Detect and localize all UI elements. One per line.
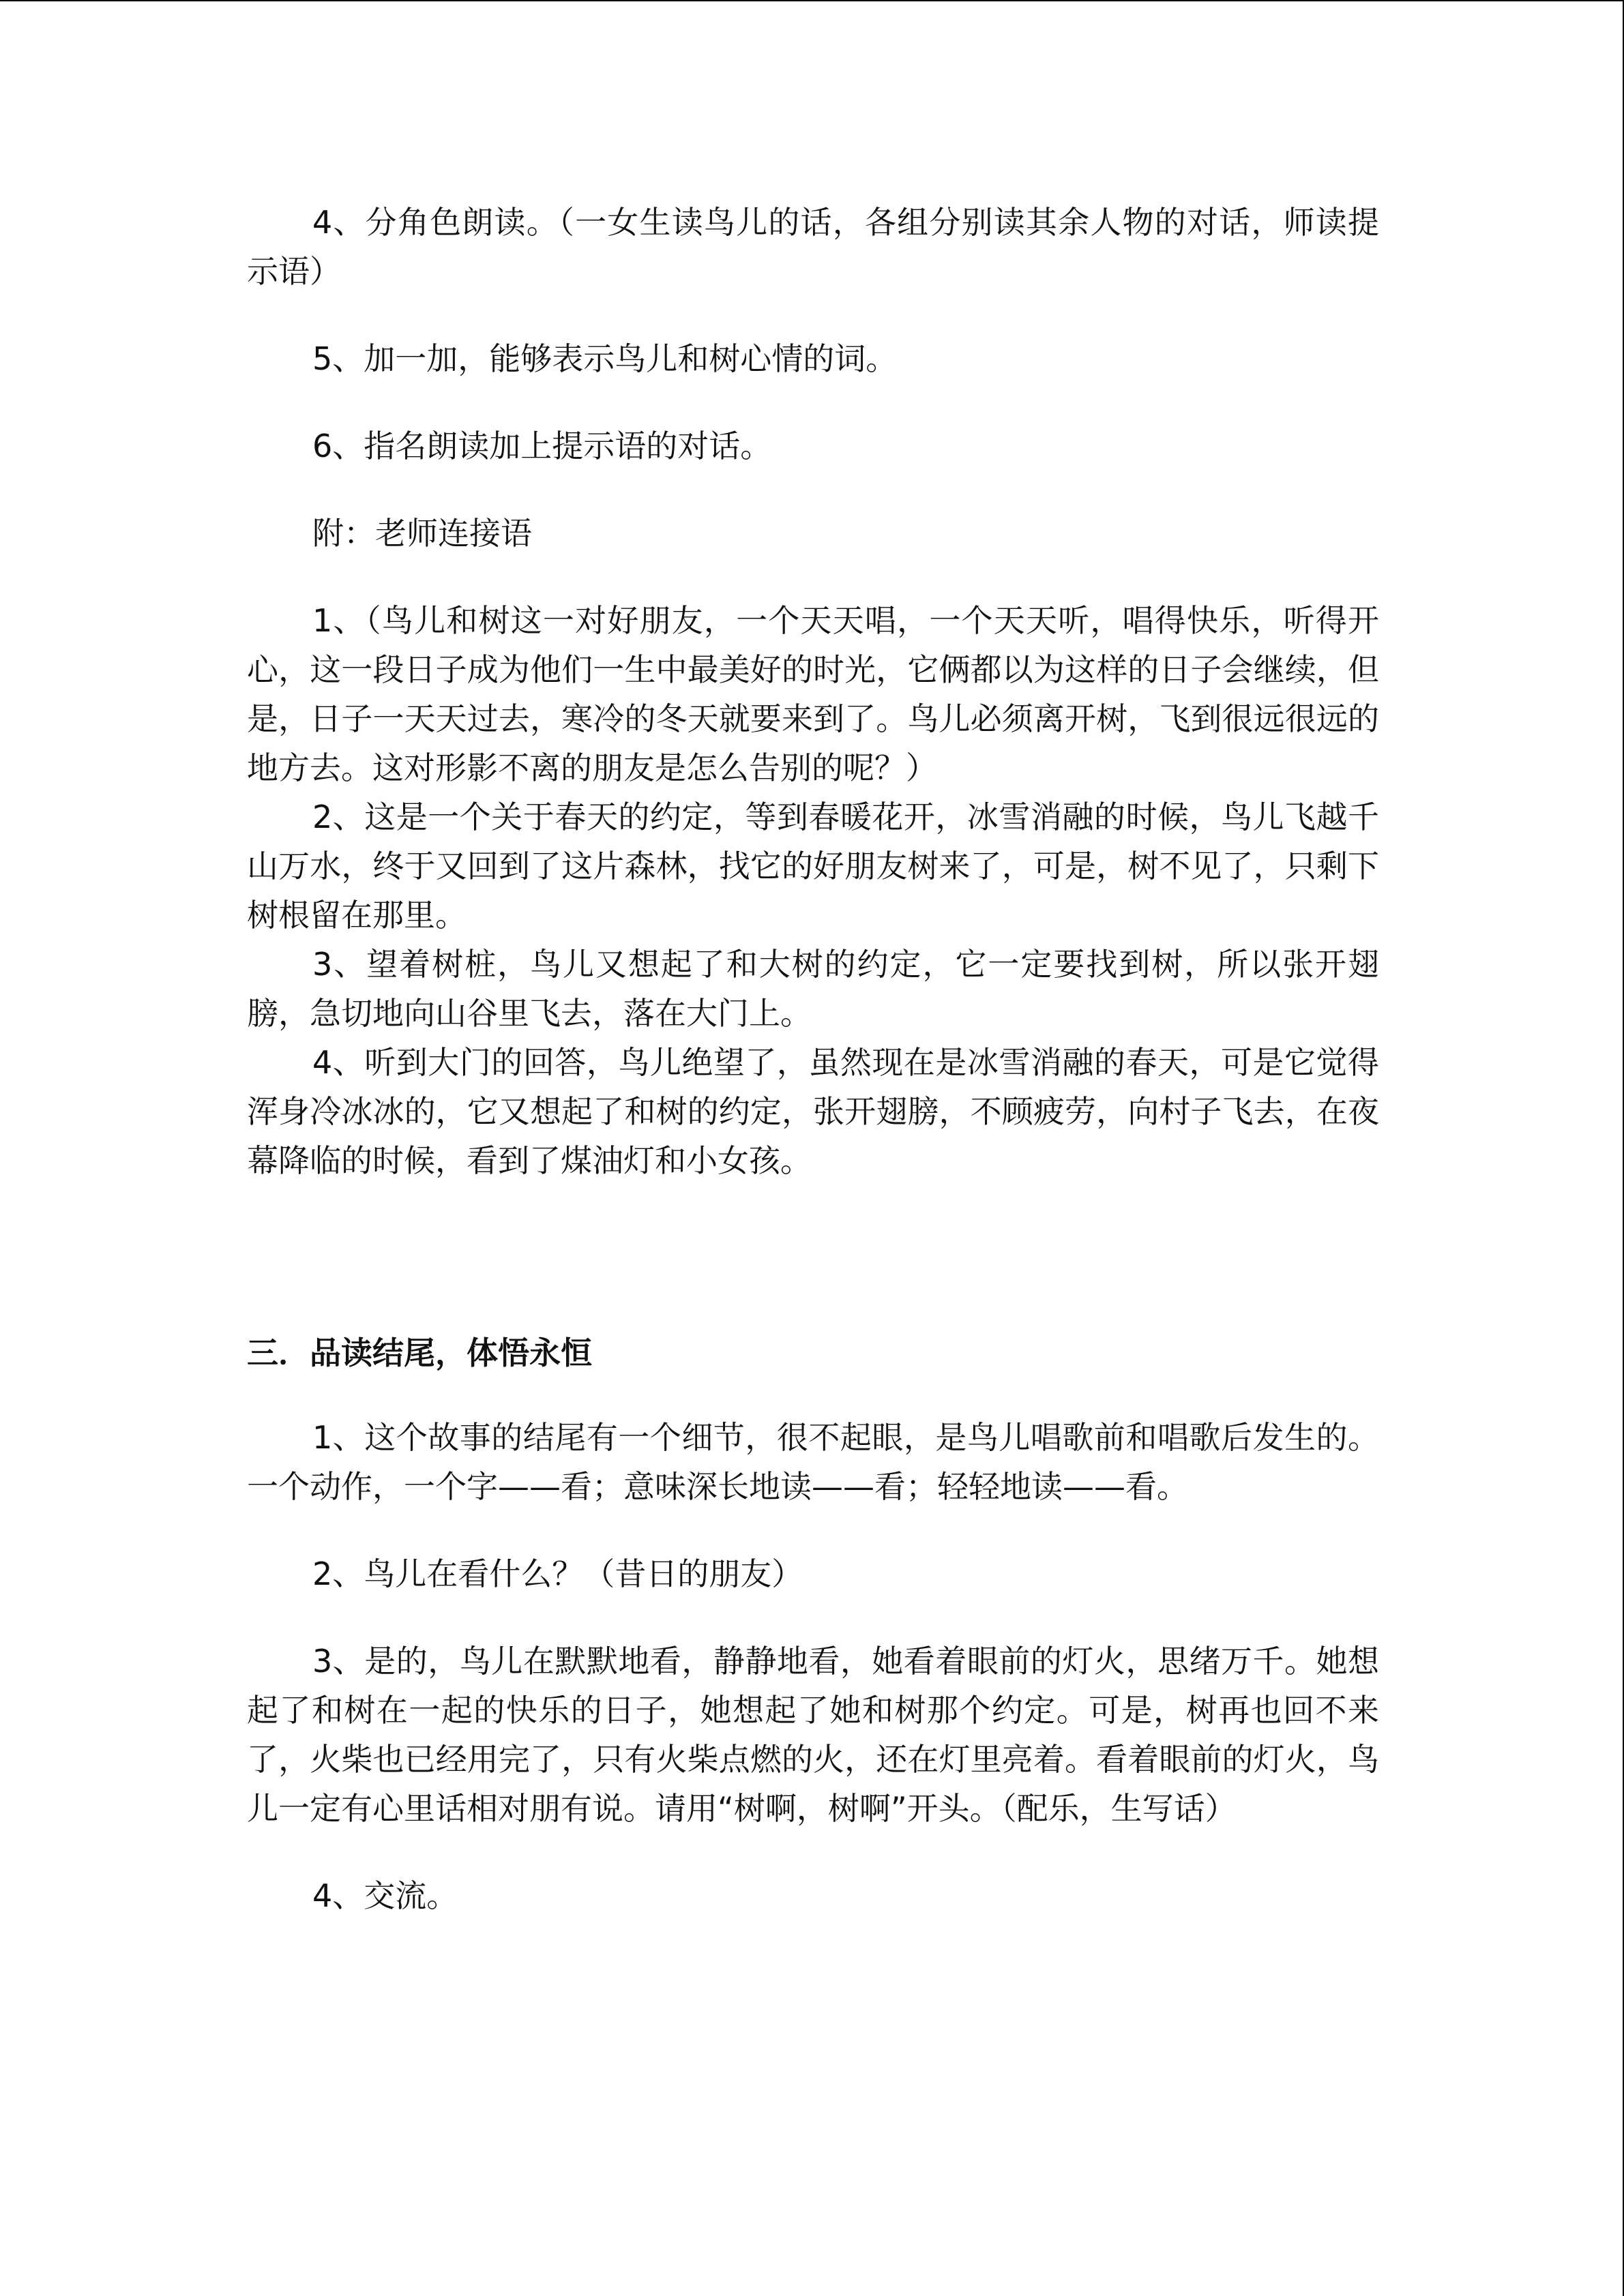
document-body [247, 198, 1379, 1920]
paragraph-role-reading: 4、分角色朗读。（一女生读鸟儿的话，各组分别读其余人物的对话，师读提示语） [247, 204, 1379, 290]
section-item-4: 4、交流。 [312, 1877, 458, 1914]
connecting-line-2: 2、这是一个关于春天的约定，等到春暖花开，冰雪消融的时候，鸟儿飞越千山万水，终于又回到了这片森林，找它的好朋友树来了，可是，树不见了，只剩下树根留在那里。 [247, 799, 1379, 934]
section-item-1: 1、这个故事的结尾有一个细节，很不起眼，是鸟儿唱歌前和唱歌后发生的。一个动作，一个字——看；意味深长地读——看；轻轻地读——看。 [247, 1419, 1379, 1505]
connecting-line-3: 3、望着树桩，鸟儿又想起了和大树的约定，它一定要找到树，所以张开翅膀，急切地向山谷里飞去，落在大门上。 [247, 946, 1379, 1032]
section-item-3: 3、是的，鸟儿在默默地看，静静地看，她看着眼前的灯火，思绪万千。她想起了和树在一起的快乐的日子，她想起了她和树那个约定。可是，树再也回不来了，火柴也已经用完了，只有火柴点燃的火，还在灯里亮着。看着眼前的灯火，鸟儿一定有心里话相对朋有说。请用“树啊，树啊”开头。（配乐，生写话） [247, 1643, 1379, 1827]
connecting-line-1: 1、（鸟儿和树这一对好朋友，一个天天唱，一个天天听，唱得快乐，听得开心，这一段日子成为他们一生中最美好的时光，它俩都以为这样的日子会继续，但是，日子一天天过去，寒冷的冬天就要来到了。鸟儿必须离开树，飞到很远很远的地方去。这对形影不离的朋友是怎么告别的呢？） [247, 602, 1379, 786]
connecting-line-4: 4、听到大门的回答，鸟儿绝望了，虽然现在是冰雪消融的春天，可是它觉得浑身冷冰冰的，它又想起了和树的约定，张开翅膀，不顾疲劳，向村子飞去，在夜幕降临的时候，看到了煤油灯和小女孩。 [247, 1044, 1379, 1179]
paragraph-named-reading: 6、指名朗读加上提示语的对话。 [312, 428, 772, 464]
section-item-2: 2、鸟儿在看什么？（昔日的朋友） [312, 1555, 803, 1592]
paragraph-add-words: 5、加一加，能够表示鸟儿和树心情的词。 [312, 340, 898, 377]
appendix-title: 附：老师连接语 [312, 515, 532, 552]
section-heading: 三．品读结尾，体悟永恒 [247, 1335, 592, 1371]
